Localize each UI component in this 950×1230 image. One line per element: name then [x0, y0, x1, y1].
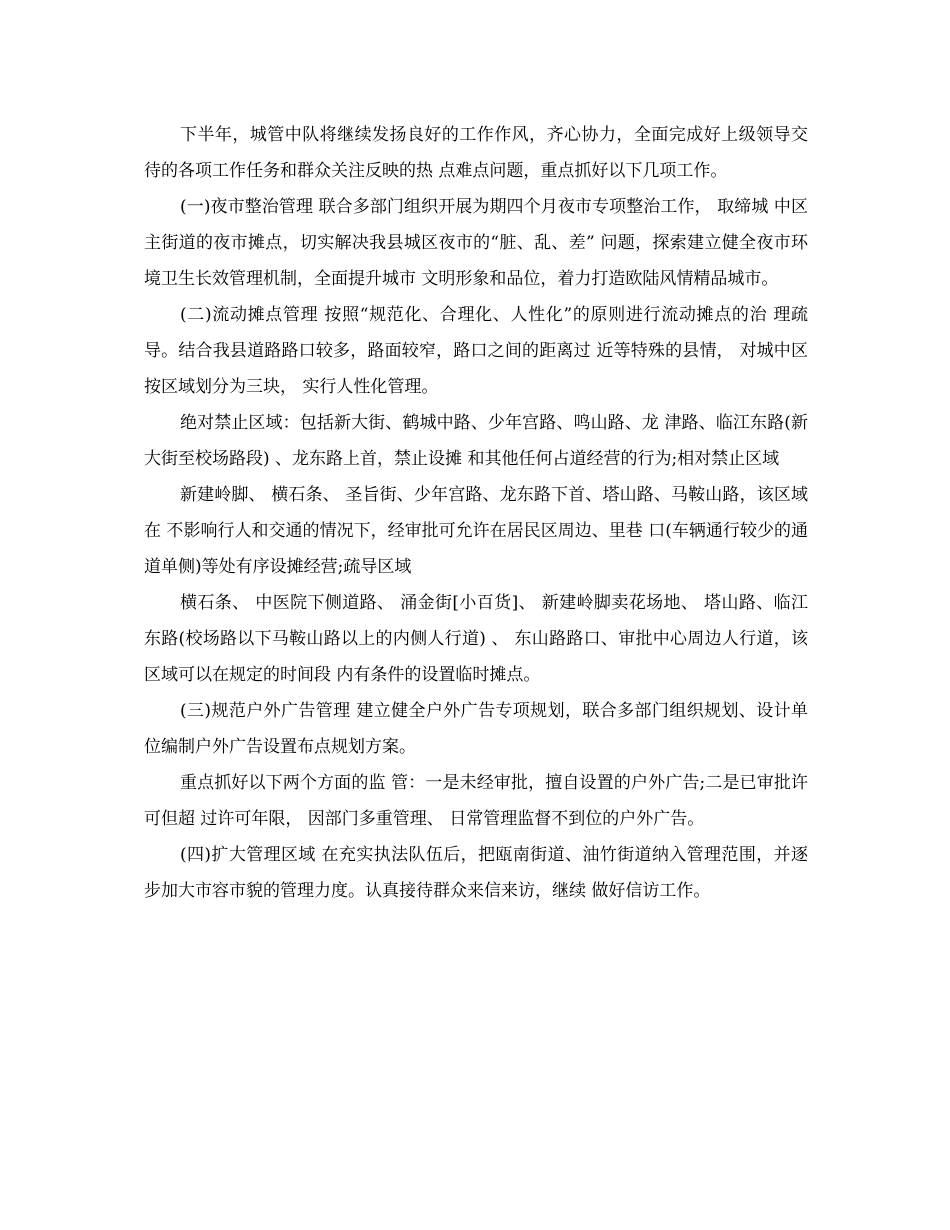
- paragraph-relative-ban-zone: 新建岭脚、 横石条、 圣旨街、少年宫路、龙东路下首、塔山路、马鞍山路，该区域在 不影响行人和交通的情况下，经审批可允许在居民区周边、里巷 口(车辆通行较少的通道单侧)等处有序设摊经营;疏导区域: [144, 485, 808, 577]
- paragraph-outdoor-ads: (三)规范户外广告管理 建立健全户外广告专项规划，联合多部门组织规划、设计单 位编制户外广告设置布点规划方案。: [144, 701, 808, 757]
- document-body: [144, 117, 808, 909]
- paragraph-intro: 下半年，城管中队将继续发扬良好的工作作风，齐心协力，全面完成好上级领导交待的各项工作任务和群众关注反映的热 点难点问题，重点抓好以下几项工作。: [144, 125, 808, 181]
- paragraph-mobile-stalls: (二)流动摊点管理 按照“规范化、合理化、人性化”的原则进行流动摊点的治 理疏导。结合我县道路路口较多，路面较窄，路口之间的距离过 近等特殊的县情， 对城中区按区域划分为三块， 实行人性化管理。: [144, 305, 808, 397]
- paragraph-expand-area: (四)扩大管理区域 在充实执法队伍后，把瓯南街道、油竹街道纳入管理范围，并逐步加大市容市貌的管理力度。认真接待群众来信来访，继续 做好信访工作。: [144, 845, 808, 901]
- paragraph-ads-supervision: 重点抓好以下两个方面的监 管：一是未经审批，擅自设置的户外广告;二是已审批许可但超 过许可年限， 因部门多重管理、 日常管理监督不到位的户外广告。: [144, 773, 808, 829]
- paragraph-night-market: (一)夜市整治管理 联合多部门组织开展为期四个月夜市专项整治工作， 取缔城 中区主街道的夜市摊点，切实解决我县城区夜市的“脏、乱、差” 问题，探索建立健全夜市环境卫生长效管理机制，全面提升城市 文明形象和品位，着力打造欧陆风情精品城市。: [144, 197, 808, 289]
- paragraph-guidance-zone: 横石条、 中医院下侧道路、 涌金街[小百货]、 新建岭脚卖花场地、 塔山路、临江东路(校场路以下马鞍山路以上的内侧人行道) 、 东山路路口、审批中心周边人行道，该区域可以在规定的时间段 内有条件的设置临时摊点。: [144, 593, 808, 685]
- paragraph-absolute-ban-zone: 绝对禁止区域：包括新大街、鹤城中路、少年宫路、鸣山路、龙 津路、临江东路(新大街至校场路段) 、龙东路上首，禁止设摊 和其他任何占道经营的行为;相对禁止区域: [144, 413, 808, 469]
